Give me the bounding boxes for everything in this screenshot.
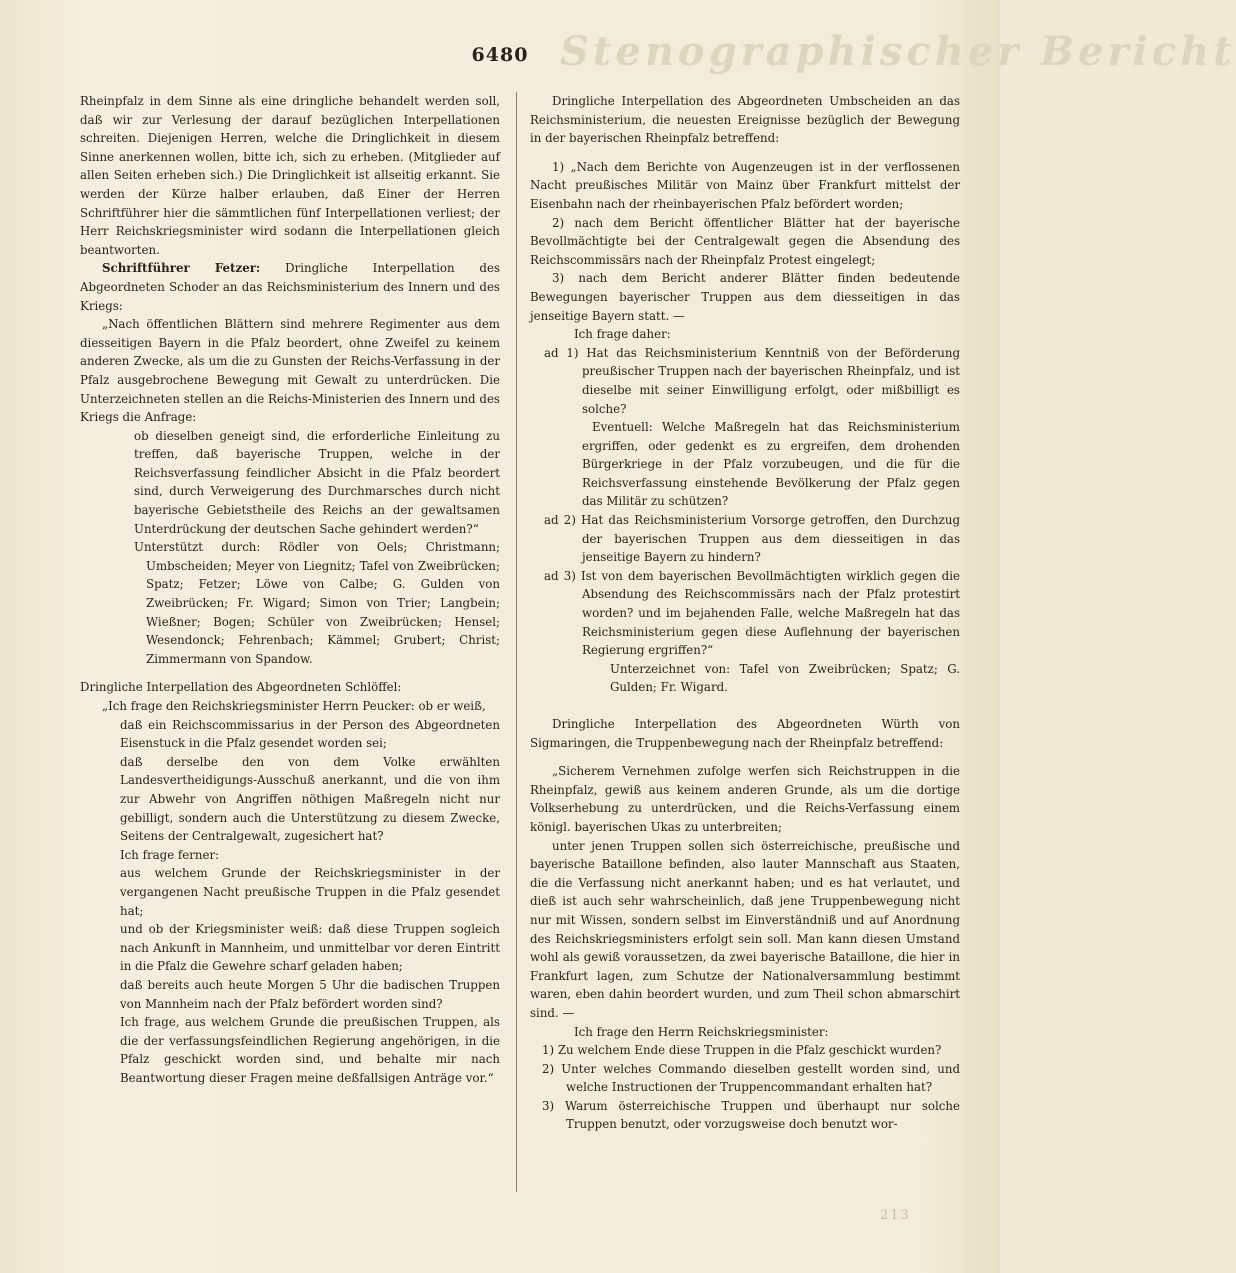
list-item: 2) Unter welches Commando dieselben gestellt worden sind, und welche Instructionen der Truppencommandant erhalten hat? (542, 1061, 960, 1095)
list-item: 1) Zu welchem Ende diese Truppen in die Pfalz geschickt wurden? (542, 1043, 942, 1058)
list-item: 1) „Nach dem Berichte von Augenzeugen ist in der verflossenen Nacht preußisches Militär von Mainz über Frankfurt mittelst der Eisenbahn nach der rheinbayerischen Pfalz befördert worden; (530, 159, 960, 211)
paragraph: Rheinpfalz in dem Sinne als eine dringliche behandelt werden soll, daß wir zur Verlesung der darauf bezüglichen Interpellationen schreiten. Diejenigen Herren, welche die Dringlichkeit in diesem Sinne anerkennen wollen, bitte ich, sich zu erheben. (Mitglieder auf allen Seiten erheben sich.) Die Dringlichkeit ist allseitig erkannt. Sie werden der Kürze halber erlauben, daß Einer der Herren Schriftführer hier die sämmtlichen fünf Interpellationen verliest; der Herr Reichskriegsminister wird sodann die Interpellationen gleich beantworten. (80, 94, 500, 257)
paragraph: daß derselbe den von dem Volke erwählten Landesvertheidigungs-Ausschuß anerkannt, und die von ihm zur Abwehr von Angriffen nöthigen Maßregeln nicht nur gebilligt, sondern auch die Unterstützung zu diesem Zwecke, Seitens der Centralgewalt, zugesichert hat? (120, 754, 500, 844)
right-column (530, 92, 960, 1134)
list-item: ad 2) Hat das Reichsministerium Vorsorge getroffen, den Durchzug der bayerischen Truppen aus dem diesseitigen in das jenseitige Bayern zu hindern? (544, 513, 960, 565)
interpellation-heading: Dringliche Interpellation des Abgeordneten Umbscheiden an das Reichsministerium, die neuesten Ereignisse bezüglich der Bewegung in der bayerischen Rheinpfalz betreffend: (530, 94, 960, 146)
supporters-list: Unterstützt durch: Rödler von Oels; Christmann; Umbscheiden; Meyer von Liegnitz; Tafel von Zweibrücken; Spatz; Fetzer; Löwe von Calbe; G. Gulden von Zweibrücken; Fr. Wigard; Simon von Trier; Langbein; Wießner; Bogen; Schüler von Zweibrücken; Hensel; Wesendonck; Fehrenbach; Kämmel; Grubert; Christ; Zimmermann von Spandow. (134, 540, 500, 666)
list-item: 3) nach dem Bericht anderer Blätter finden bedeutende Bewegungen bayerischer Truppen aus dem diesseitigen in das jenseitige Bayern statt. — (530, 271, 960, 323)
paragraph: und ob der Kriegsminister weiß: daß diese Truppen sogleich nach Ankunft in Mannheim, und unmittelbar vor deren Eintritt in die Pfalz die Gewehre scharf geladen haben; (120, 922, 500, 974)
paragraph: daß bereits auch heute Morgen 5 Uhr die badischen Truppen von Mannheim nach der Pfalz befördert worden sind? (120, 977, 500, 1011)
footer-mark: 213 (880, 1208, 911, 1223)
signatures: Unterzeichnet von: Tafel von Zweibrücken; Spatz; G. Gulden; Fr. Wigard. (610, 661, 960, 695)
left-column (80, 92, 500, 1087)
interpellation-heading: Dringliche Interpellation des Abgeordneten Würth von Sigmaringen, die Truppenbewegung nach der Rheinpfalz betreffend: (530, 717, 960, 750)
paragraph: „Ich frage den Reichskriegsminister Herrn Peucker: ob er weiß, (102, 699, 486, 713)
paragraph-question: ob dieselben geneigt sind, die erforderliche Einleitung zu treffen, daß bayerische Truppen, welche in der Reichsverfassung feindlicher Absicht in die Pfalz beordert sind, durch Verweigerung des Durchmarsches durch nicht bayerische Gebietstheile des Reichs an der gewaltsamen Unterdrückung der deutschen Sache gehindert werden?“ (134, 428, 500, 536)
paragraph: Ich frage ferner: (120, 847, 220, 862)
paragraph: Ich frage den Herrn Reichskriegsminister: (574, 1024, 829, 1039)
paragraph: aus welchem Grunde der Reichskriegsminister in der vergangenen Nacht preußische Truppen in die Pfalz gesendet hat; (120, 866, 500, 918)
paragraph: „Sicherem Vernehmen zufolge werfen sich Reichstruppen in die Rheinpfalz, gewiß aus keinem anderen Grunde, als um die dortige Volkserhebung zu unterdrücken, und die Reichs-Verfassung einem königl. bayerischen Ukas zu unterbreiten; (530, 764, 960, 834)
paragraph-speaker (80, 259, 500, 315)
paragraph: unter jenen Truppen sollen sich österreichische, preußische und bayerische Bataillone befinden, also lauter Mannschaft aus Staaten, die die Verfassung nicht anerkannt haben; und es hat verlautet, und dieß ist auch sehr wahrscheinlich, daß jene Truppenbewegung nicht nur mit Wissen, sondern selbst im Einverständniß und auf Anordnung des Reichskriegsministers erfolgt sein soll. Man kann diesen Umstand wohl als gewiß voraussetzen, da zwei bayerische Bataillone, die hier in Frankfurt lagen, zum Schutze der Nationalversammlung bestimmt waren, eben dahin beordert wurden, und zum Theil schon abmarschirt sind. — (530, 838, 960, 1020)
speaker-name: Schriftführer Fetzer: (102, 261, 261, 276)
list-item: 3) Warum österreichische Truppen und überhaupt nur solche Truppen benutzt, oder vorzugsweise doch benutzt wor- (542, 1098, 960, 1132)
paragraph: „Nach öffentlichen Blättern sind mehrere Regimenter aus dem diesseitigen Bayern in die Pfalz beordert, ohne Zweifel zu keinem anderen Zwecke, als um die zu Gunsten der Reichs-Verfassung in der Pfalz ausgebrochene Bewegung mit Gewalt zu unterdrücken. Die Unterzeichneten stellen an die Reichs-Ministerien des Innern und des Kriegs die Anfrage: (80, 317, 500, 425)
page-number: 6480 (471, 44, 529, 66)
column-divider (516, 92, 517, 1192)
paragraph: Ich frage daher: (574, 327, 671, 342)
paragraph: Eventuell: Welche Maßregeln hat das Reichsministerium ergriffen, oder gedenkt es zu ergreifen, dem drohenden Bürgerkriege in der Pfalz vorzubeugen, und die für die Reichsverfassung einstehende Bevölkerung der Pfalz gegen das Militär zu schützen? (582, 420, 960, 509)
list-item: ad 1) Hat das Reichsministerium Kenntniß von der Beförderung preußischer Truppen nach der bayerischen Rheinpfalz, und ist dieselbe mit seiner Einwilligung erfolgt, oder mißbilligt es solche? (544, 345, 960, 416)
paragraph: Ich frage, aus welchem Grunde die preußischen Truppen, als die der verfassungsfeindlichen Regierung angehörigen, in die Pfalz geschickt worden sind, und behalte mir nach Beantwortung dieser Fragen meine deßfallsigen Anträge vor.“ (120, 1015, 500, 1085)
interpellation-heading: Dringliche Interpellation des Abgeordneten Schlöffel: (80, 680, 402, 695)
paragraph: daß ein Reichscommissarius in der Person des Abgeordneten Eisenstuck in die Pfalz gesendet worden sei; (120, 717, 500, 751)
list-item: ad 3) Ist von dem bayerischen Bevollmächtigten wirklich gegen die Absendung des Reichscommissärs nach der Pfalz protestirt worden? und im bejahenden Falle, welche Maßregeln hat das Reichsministerium gegen diese Auflehnung der bayerischen Regierung ergriffen?“ (544, 568, 960, 658)
speaker-text: Dringliche Interpellation des Abgeordneten Schoder an das Reichsministerium des Innern und des Kriegs: (80, 261, 501, 313)
bleed-through-header: Stenographischer Bericht (560, 28, 1236, 75)
list-item: 2) nach dem Bericht öffentlicher Blätter hat der bayerische Bevollmächtigte bei der Centralgewalt gegen die Absendung des Reichscommissärs nach der Rheinpfalz Protest eingelegt; (530, 215, 960, 267)
